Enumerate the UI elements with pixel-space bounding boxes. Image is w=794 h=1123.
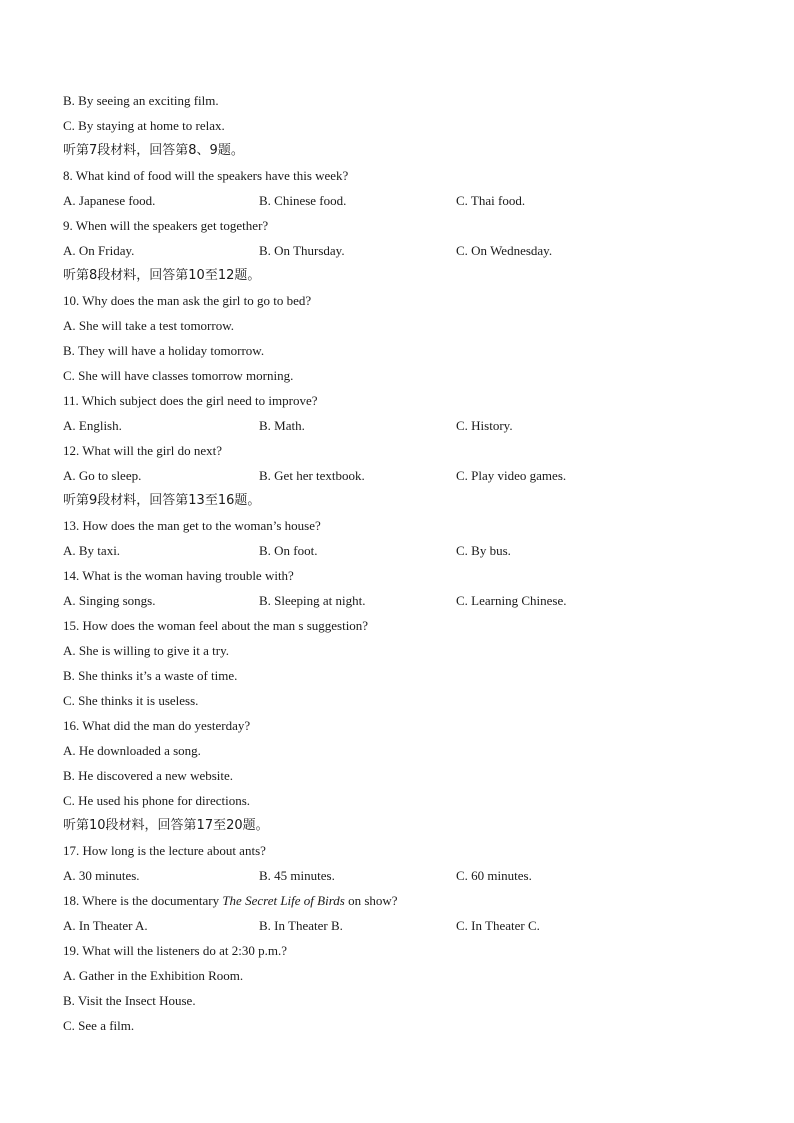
question-text: 18. Where is the documentary xyxy=(63,893,223,908)
option-b: B. Get her textbook. xyxy=(259,468,365,483)
text-line: A. She will take a test tomorrow. xyxy=(63,318,235,333)
text-line: 8. What kind of food will the speakers have this week? xyxy=(63,168,349,183)
documentary-title: The Secret Life of Birds xyxy=(222,893,345,908)
option-b: B. In Theater B. xyxy=(259,918,343,933)
text-line: C. See a film. xyxy=(63,1018,135,1033)
section-heading: 听第8段材料，回答第10至12题。 xyxy=(63,268,261,283)
option-a: A. In Theater A. xyxy=(63,918,148,933)
option-b: B. Sleeping at night. xyxy=(259,593,366,608)
option-b: B. 45 minutes. xyxy=(259,868,335,883)
text-line: 17. How long is the lecture about ants? xyxy=(63,843,266,858)
option-b: B. Math. xyxy=(259,418,305,433)
text-line: B. They will have a holiday tomorrow. xyxy=(63,343,265,358)
text-line: B. By seeing an exciting film. xyxy=(63,93,219,108)
text-line: 13. How does the man get to the woman’s house? xyxy=(63,518,321,533)
option-row xyxy=(63,863,743,888)
text-line: C. She will have classes tomorrow morning. xyxy=(63,368,294,383)
option-c: C. Learning Chinese. xyxy=(456,593,567,608)
text-line: A. He downloaded a song. xyxy=(63,743,201,758)
text-line: 9. When will the speakers get together? xyxy=(63,218,269,233)
text-line: C. By staying at home to relax. xyxy=(63,118,225,133)
option-row xyxy=(63,238,743,263)
text-line: 10. Why does the man ask the girl to go to bed? xyxy=(63,293,312,308)
option-a: A. By taxi. xyxy=(63,543,121,558)
option-c: C. Play video games. xyxy=(456,468,567,483)
section-heading: 听第7段材料，回答第8、9题。 xyxy=(63,143,244,158)
option-a: A. Japanese food. xyxy=(63,193,156,208)
text-line: B. She thinks it’s a waste of time. xyxy=(63,668,238,683)
text-line: C. She thinks it is useless. xyxy=(63,693,199,708)
option-a: A. 30 minutes. xyxy=(63,868,140,883)
option-a: A. Go to sleep. xyxy=(63,468,142,483)
text-line: B. Visit the Insect House. xyxy=(63,993,196,1008)
option-a: A. English. xyxy=(63,418,122,433)
text-line: A. Gather in the Exhibition Room. xyxy=(63,968,244,983)
option-b: B. Chinese food. xyxy=(259,193,347,208)
text-line: 19. What will the listeners do at 2:30 p.m.? xyxy=(63,943,287,958)
section-heading: 听第9段材料，回答第13至16题。 xyxy=(63,493,261,508)
text-line: 16. What did the man do yesterday? xyxy=(63,718,251,733)
text-line: 15. How does the woman feel about the man s suggestion? xyxy=(63,618,369,633)
option-c: C. By bus. xyxy=(456,543,511,558)
option-row xyxy=(63,588,743,613)
option-b: B. On Thursday. xyxy=(259,243,345,258)
option-row xyxy=(63,913,743,938)
option-c: C. 60 minutes. xyxy=(456,868,532,883)
option-row xyxy=(63,538,743,563)
option-row xyxy=(63,463,743,488)
question-text-end: on show? xyxy=(344,893,398,908)
text-line: C. He used his phone for directions. xyxy=(63,793,251,808)
document-body xyxy=(63,88,743,1038)
option-a: A. On Friday. xyxy=(63,243,135,258)
text-line: 11. Which subject does the girl need to improve? xyxy=(63,393,318,408)
option-b: B. On foot. xyxy=(259,543,318,558)
option-a: A. Singing songs. xyxy=(63,593,156,608)
option-row xyxy=(63,188,743,213)
question-line xyxy=(63,888,743,913)
option-c: C. Thai food. xyxy=(456,193,526,208)
text-line: 14. What is the woman having trouble with? xyxy=(63,568,294,583)
option-c: C. In Theater C. xyxy=(456,918,540,933)
text-line: B. He discovered a new website. xyxy=(63,768,234,783)
option-row xyxy=(63,413,743,438)
option-c: C. On Wednesday. xyxy=(456,243,553,258)
text-line: 12. What will the girl do next? xyxy=(63,443,222,458)
option-c: C. History. xyxy=(456,418,513,433)
text-line: A. She is willing to give it a try. xyxy=(63,643,229,658)
section-heading: 听第10段材料，回答第17至20题。 xyxy=(63,818,269,833)
